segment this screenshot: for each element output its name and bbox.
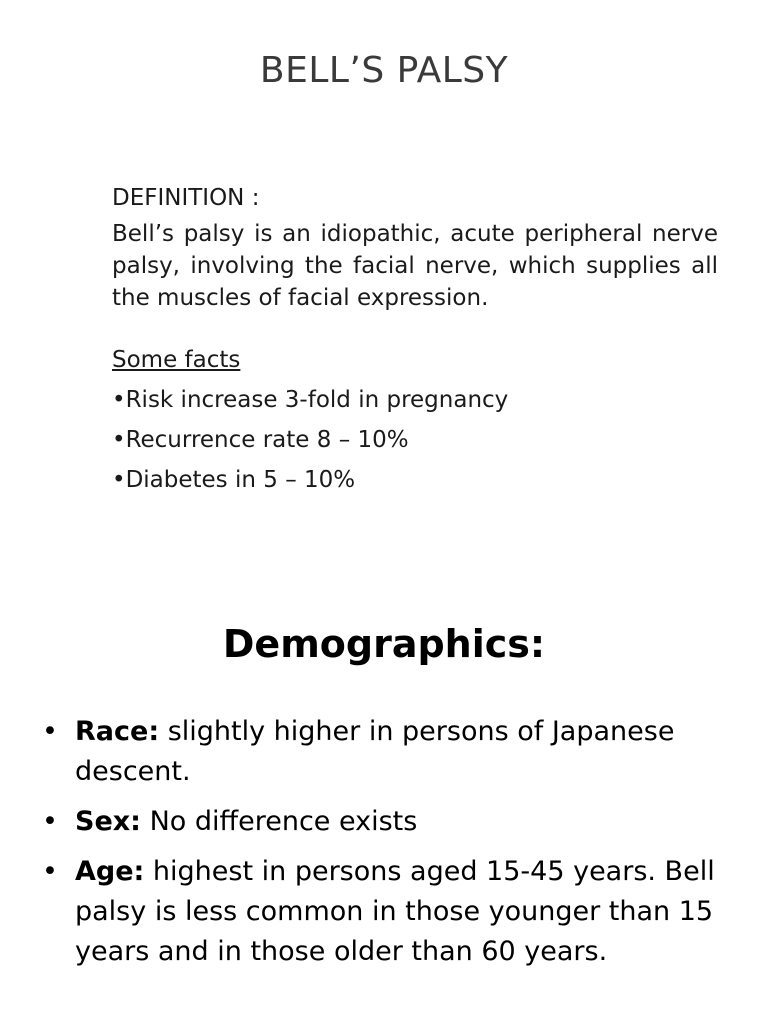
list-item-age <box>40 852 730 972</box>
bullet-icon: • <box>42 856 58 887</box>
term-description: No difference exists <box>140 806 418 837</box>
term-description: slightly higher in persons of Japanese descent. <box>75 716 675 787</box>
list-item-race <box>40 712 730 792</box>
definition-block <box>112 182 718 496</box>
definition-heading: DEFINITION : <box>112 185 260 211</box>
term-label: Age: <box>75 856 145 887</box>
fact-item: •Diabetes in 5 – 10% <box>112 467 356 493</box>
demographics-list <box>40 712 730 982</box>
slide-title: BELL’S PALSY <box>259 50 509 91</box>
fact-item: •Recurrence rate 8 – 10% <box>112 427 409 453</box>
facts-heading: Some facts <box>112 347 241 373</box>
definition-text: Bell’s palsy is an idiopathic, acute peripheral nerve palsy, involving the facial nerve, which supplies all the muscles of facial expression. <box>112 221 718 311</box>
bullet-icon: • <box>42 806 58 837</box>
term-label: Sex: <box>75 806 141 837</box>
slide-title: Demographics: <box>222 622 546 666</box>
list-item-sex <box>40 802 730 842</box>
bullet-icon: • <box>42 716 58 747</box>
slide-demographics <box>0 600 768 1024</box>
term-label: Race: <box>75 716 160 747</box>
term-description: highest in persons aged 15-45 years. Bell palsy is less common in those younger than 15 years and in those older than 60 years. <box>75 856 715 967</box>
fact-item: •Risk increase 3-fold in pregnancy <box>112 387 509 413</box>
